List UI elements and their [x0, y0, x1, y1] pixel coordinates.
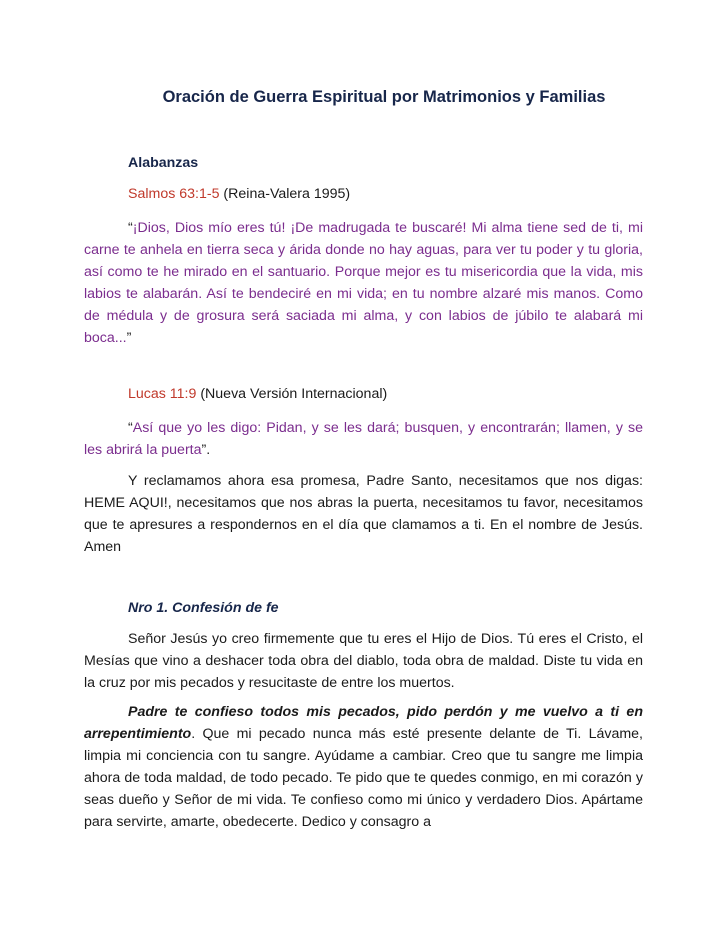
version-psalms: (Reina-Valera 1995): [219, 186, 351, 202]
close-quote: ”: [126, 330, 132, 346]
heading-confesion-text: Nro 1. Confesión de fe: [128, 600, 279, 616]
citation-psalms: Salmos 63:1-5: [128, 186, 220, 202]
heading-alabanzas-text: Alabanzas: [128, 155, 199, 171]
quote-text-psalms: ¡Dios, Dios mío eres tú! ¡De madrugada te buscaré! Mi alma tiene sed de ti, mi carne te anhela en tierra seca y árida donde no hay aguas, para ver tu poder y tu gloria, así como te he mirado en el santuario. Porque mejor es tu misericordia que la vida, mis labios te alabarán. Así te bendeciré en mi vida; en tu nombre alzaré mis manos. Como de médula y de grosura será saciada mi alma, y con labios de júbilo te alabará mi boca...: [84, 220, 643, 346]
scripture-quote-luke: [84, 417, 643, 461]
version-luke: (Nueva Versión Internacional): [196, 386, 388, 402]
citation-luke: Lucas 11:9: [128, 386, 197, 402]
confession-paragraph-1: [84, 628, 643, 694]
document-title: Oración de Guerra Espiritual por Matrimonios y Familias: [162, 88, 606, 106]
scripture-reference-psalms: [84, 183, 643, 205]
heading-confesion-de-fe: [84, 597, 643, 619]
open-quote: “: [128, 220, 133, 236]
heading-alabanzas: [84, 152, 643, 174]
claim-text: Y reclamamos ahora esa promesa, Padre Santo, necesitamos que nos digas: HEME AQUI!, necesitamos que nos abras la puerta, necesitamos tu favor, necesitamos que te apresures a respondernos en el día que clamamos a ti. En el nombre de Jesús. Amen: [84, 473, 643, 555]
quote-text-luke: Así que yo les digo: Pidan, y se les dará; busquen, y encontrarán; llamen, y se les abrirá la puerta: [84, 420, 643, 458]
scripture-quote-psalms: [84, 217, 643, 349]
claim-paragraph: [84, 470, 643, 558]
scripture-reference-luke: [84, 383, 643, 405]
confession-text-2: . Que mi pecado nunca más esté presente delante de Ti. Lávame, limpia mi conciencia con tu sangre. Ayúdame a cambiar. Creo que tu sangre me limpia ahora de toda maldad, de todo pecado. Te pido que te quedes conmigo, en mi corazón y seas dueño y Señor de mi vida. Te confieso como mi único y verdadero Dios. Apártame para servirte, amarte, obedecerte. Dedico y consagro a: [84, 726, 643, 830]
confession-bold-phrase: Padre te confieso todos mis pecados, pido perdón y me vuelvo a ti en arrepentimiento: [84, 704, 643, 742]
close-quote: ”.: [201, 442, 211, 458]
confession-paragraph-2: [84, 701, 643, 833]
confession-text-1: Señor Jesús yo creo firmemente que tu eres el Hijo de Dios. Tú eres el Cristo, el Mesías que vino a deshacer toda obra del diablo, toda obra de maldad. Diste tu vida en la cruz por mis pecados y resucitaste de entre los muertos.: [84, 631, 643, 691]
open-quote: “: [128, 420, 133, 436]
